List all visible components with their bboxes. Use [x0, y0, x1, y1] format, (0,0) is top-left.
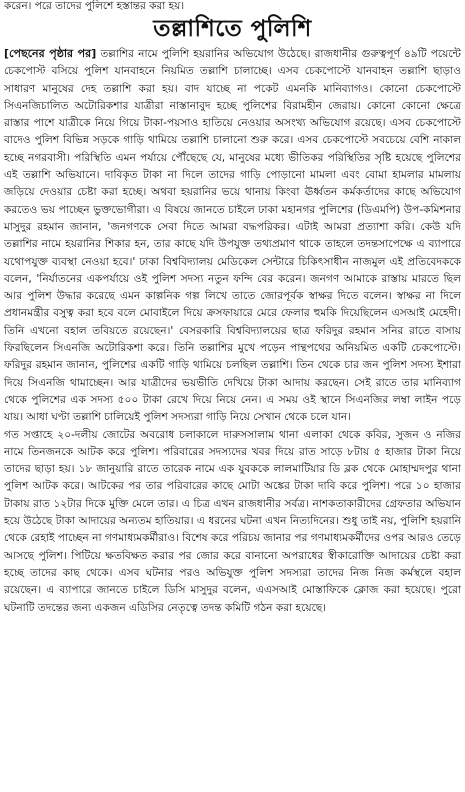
article-body	[4, 45, 461, 617]
previous-article-tail: করেন। পরে তাদের পুলিশে হস্তান্তর করা হয়।	[4, 0, 185, 12]
article-paragraph	[4, 427, 461, 617]
paragraph-text: তল্লাশির নামে পুলিশি হয়রানির অভিযোগ উঠেছে। রাজধানীর গুরুত্বপূর্ণ ৪৯টি পয়েন্টে চেকপোস্ট বসিয়ে পুলিশ যানবাহনে নিয়মিত তল্লাশি চালাচ্ছে। এসব চেকপোস্টে যানবাহন তল্লাশি ছাড়াও সাধারণ মানুষের দেহ তল্লাশি করা হয়। বাদ যাচ্ছে না পকেট এমনকি মানিব্যাগও। কোনো চেকপোস্টে সিএনজিচালিত অটোরিকশার যাত্রীরা নাস্তানাবুদ হচ্ছে পুলিশের বিরামহীন জেরায়। কোনো কোনো ক্ষেত্রে রাস্তার পাশে যাত্রীকে নিয়ে গিয়ে টাকা-পয়সাও হাতিয়ে নেওয়ার অসংখ্য অভিযোগ রয়েছে। এসব চেকপোস্টে বাদেও পুলিশ বিভিন্ন সড়কে গাড়ি থামিয়ে তল্লাশি চালানো শুরু করে। এসব চেকপোস্টে সবচেয়ে বেশি নাকাল হচ্ছে নগরবাসী। পরিস্থিতি এমন পর্যায়ে পৌঁছেছে যে, মানুষের মধ্যে ভীতিকর পরিস্থিতির সৃষ্টি হয়েছে পুলিশের এই তল্লাশি অভিযানে। দাবিকৃত টাকা না দিলে তাদের গাড়ি পোড়ানো মামলা এবং বোমা হামলার মামলায় জড়িয়ে দেওয়ার চেষ্টা করা হচ্ছে। অথবা হয়রানির ভয়ে থানায় কিংবা ঊর্ধ্বতন কর্মকর্তাদের কাছে অভিযোগ করতেও ভয় পাচ্ছেন ভুক্তভোগীরা। এ বিষয়ে জানতে চাইলে ঢাকা মহানগর পুলিশের (ডিএমপি) উপ-কমিশনার মাসুদুর রহমান জানান, 'জনগণকে সেবা দিতে আমরা বদ্ধপরিকর। এটাই আমরা প্রত্যাশা করি। কেউ যদি তল্লাশির নামে হয়রানির শিকার হন, তার কাছে যদি উপযুক্ত তথ্যপ্রমাণ থাকে তাহলে তদন্তসাপেক্ষে এ ব্যাপারে যথোপযুক্ত ব্যবস্থা নেওয়া হবে।' ঢাকা বিশ্ববিদ্যালয় মেডিকেল সেন্টারে চিকিৎসাধীন নাজমুল এই প্রতিবেদককে বলেন, 'নির্যাতনের একপর্যায়ে ওই পুলিশ সদস্য নতুন ফন্দি বের করেন। জনগণ আমাকে রাস্তায় মারতে ছিল আর পুলিশ উদ্ধার করেছে এমন কাল্পনিক গল্প লিখে তাতে জোরপূর্বক স্বাক্ষর দিতে বলেন। স্বাক্ষর না দিলে প্রধানমন্ত্রীর বসুত্ব করা হবে বলে মোবাইলে দিয়ে ক্রসফায়ারে মেরে ফেলার হুমকি দিয়েছিলেন এসআই মেহেদী। তিনি এখনো বহাল তবিয়তে রয়েছেন।' বেসরকারি বিশ্ববিদ্যালয়ের ছাত্র ফরিদুর রহমান সনির রাতে বাসায় ফিরছিলেন সিএনজি অটোরিকশা করে। তিনি তল্লাশির মুখে পড়েন পান্থপথের অনিয়মিত একটি চেকপোস্টে। ফরিদুর রহমান জানান, পুলিশের একটি গাড়ি থামিয়ে চলছিল তল্লাশি। তিন থেকে চার জন পুলিশ সদস্য ইশারা দিয়ে সিএনজি থামাচ্ছেন। আর যাত্রীদের ভয়ভীতি দেখিয়ে টাকা আদায় করছেন। সেই রাতে তার মানিব্যাগ থেকে পুলিশের এক সদস্য ৫০০ টাকা রেখে দিয়ে নিয়ে নেন। এ সময় ওই স্থানে সিএনজির লম্বা লাইন পড়ে যায়। আধা ঘণ্টা তল্লাশি চালিয়েই পুলিশ সদস্যরা গাড়ি নিয়ে সেখান থেকে চলে যান।	[4, 48, 462, 424]
paragraph-text: গত সপ্তাহে ২০-দলীয় জোটের অবরোধ চলাকালে দারুসসালাম থানা এলাকা থেকে কবির, সুজন ও নজির নামে তিনজনকে আটক করে পুলিশ। পরিবারের সদস্যদের খবর দিয়ে রাত সাড়ে ৮টায় ৫ হাজার টাকা নিয়ে তাদের ছাড়া হয়। ১৮ জানুয়ারি রাতে তারেক নামে এক যুবককে লালমাটিয়ার ডি ব্লক থেকে মোহাম্মদপুর থানা পুলিশ আটক করে। আটকের পর তার পরিবারের কাছে মোটা অঙ্কের টাকা দাবি করে পুলিশ। পরে ১০ হাজার টাকায় রাত ১২টার দিকে মুক্তি মেলে তার। এ চিত্র এখন রাজধানীর সর্বত্র। নাশকতাকারীদের গ্রেফতার অভিযান হয়ে উঠেছে টাকা আদায়ের অন্যতম হাতিয়ার। এ ধরনের ঘটনা এখন নিত্যদিনের। শুধু তাই নয়, পুলিশি হয়রানি থেকে রেহাই পাচ্ছেন না গণমাধ্যমকর্মীরাও। বিশেষ করে পরিচয় জানার পর গণমাধ্যমকর্মীদের ওপর আরও তেড়ে আসছে পুলিশ। পিটিয়ে ক্ষতবিক্ষত করার পর জোর করে বানানো অপরাধের স্বীকারোক্তি আদায়ের চেষ্টা করা হচ্ছে তাদের কাছ থেকে। এসব ঘটনার পরও অভিযুক্ত পুলিশ সদস্যরা তাদের নিজ নিজ কর্মস্থলে বহাল রয়েছেন। এ ব্যাপারে জানতে চাইলে ডিসি মাসুদুর বলেন, এএসআই মোস্তাফিকে ক্লোজ করা হয়েছে। পুরো ঘটনাটি তদন্তের জন্য একজন এডিসির নেতৃত্বে তদন্ত কমিটি গঠন করা হয়েছে।	[4, 428, 461, 614]
article-headline: তল্লাশিতে পুলিশি	[153, 16, 312, 42]
article-paragraph	[4, 45, 461, 427]
continued-from-label: [পেছনের পৃষ্ঠার পর]	[4, 47, 97, 60]
